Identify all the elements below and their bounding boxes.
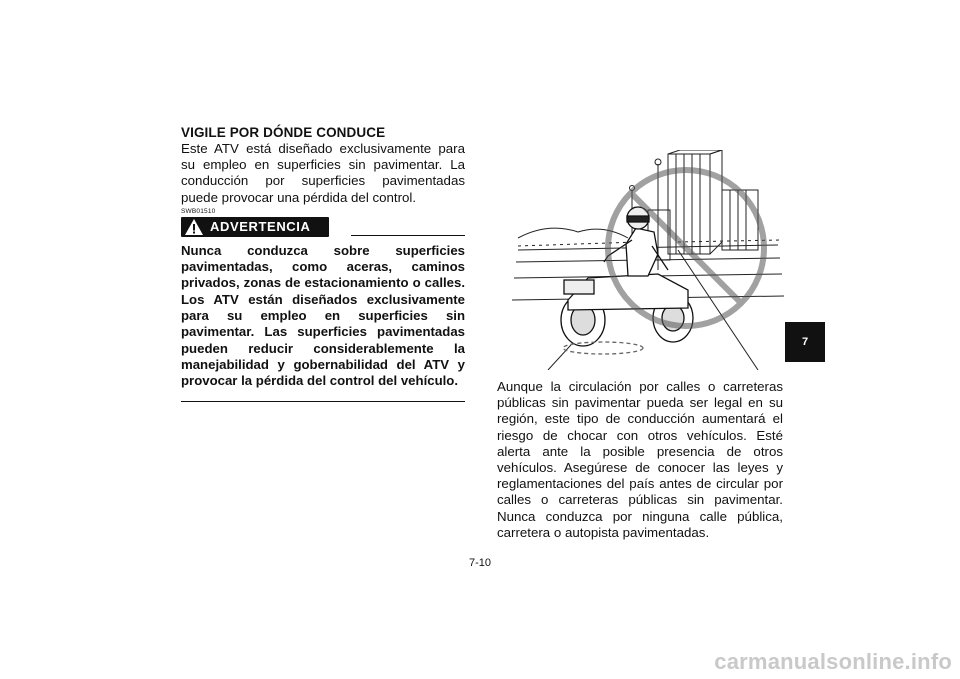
warning-label: ADVERTENCIA <box>210 219 311 235</box>
warning-header <box>181 217 465 239</box>
warning-triangle-icon <box>184 218 204 236</box>
intro-paragraph: Este ATV está diseñado exclusivamente para su empleo en superficies sin pavimentar. La conducción por superficies pavimentadas puede provocar una pérdida del control. <box>181 141 465 205</box>
page-number: 7-10 <box>468 557 492 569</box>
watermark: carmanualsonline.info <box>714 649 952 674</box>
warning-code: SWB01510 <box>181 207 216 215</box>
left-column <box>181 124 465 402</box>
warning-badge <box>181 217 329 237</box>
warning-text: Nunca conduzca sobre superficies pavimentadas, como aceras, caminos privados, zonas de estacionamiento o calles. Los ATV están diseñados exclusivamente para su empleo en superficies sin pavimentar. Las superficies pavimentadas pueden reducir considerablemente la manejabilidad y gobernabilidad del ATV y provocar la pérdida del control del vehículo. <box>181 242 465 389</box>
prohibited-atv-on-street-illustration <box>508 150 784 370</box>
street-riding-paragraph: Aunque la circulación por calles o carreteras públicas sin pavimentar pueda ser legal en su región, este tipo de conducción aumentará el riesgo de chocar con otros vehículos. Esté alerta ante la posible presencia de otros vehículos. Asegúrese de conocer las leyes y reglamentaciones del país antes de circular por calles o carreteras públicas sin pavimentar. Nunca conduzca por ninguna calle pública, carretera o autopista pavimentadas. <box>497 379 783 540</box>
warning-rule <box>351 235 465 236</box>
chapter-tab: 7 <box>785 322 825 362</box>
warning-end-rule <box>181 401 465 402</box>
section-title: VIGILE POR DÓNDE CONDUCE <box>181 125 386 140</box>
